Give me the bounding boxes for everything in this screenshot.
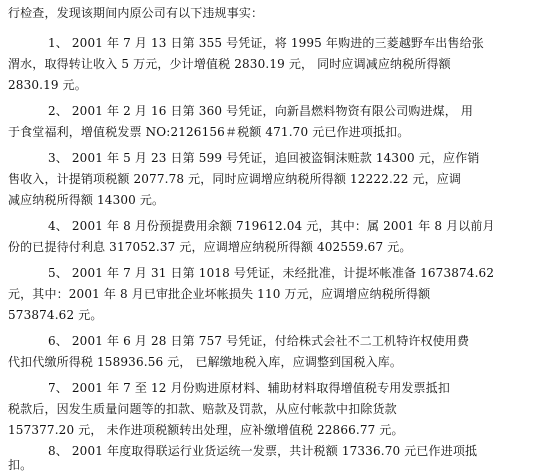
item-7-line-2: 税款后，因发生质量问题等的扣款、赔款及罚款，从应付帐款中扣除货款 <box>8 402 397 416</box>
item-2-line-2: 于食堂福利，增值税发票 NO:2126156＃税额 471.70 元已作进项抵扣。 <box>8 125 410 139</box>
item-2-line-1: 2、 2001 年 2 月 16 日第 360 号凭证，向新昌燃料物资有限公司购进煤， 用 <box>48 104 474 118</box>
item-3-line-3: 减应纳税所得额 14300 元。 <box>8 193 165 207</box>
item-3-line-1: 3、 2001 年 5 月 23 日第 599 号凭证，追回被盗铜沫赃款 14300 元，应作销 <box>48 151 480 165</box>
item-1-line-2: 渭水，取得转让收入 5 万元，少计增值税 2830.19 元， 同时应调减应纳税所得额 <box>8 57 451 71</box>
item-8-line-1: 8、 2001 年度取得联运行业货运统一发票，共计税额 17336.70 元已作进项抵 <box>48 444 478 458</box>
item-4-line-1: 4、 2001 年 8 月份预提费用余额 719612.04 元，其中：属 2001 年 8 月以前月 <box>48 219 495 233</box>
item-7-line-3: 157377.20 元， 未作进项税额转出处理，应补缴增值税 22866.77 元。 <box>8 423 404 437</box>
item-3-line-2: 售收入，计提销项税额 2077.78 元，同时应调增应纳税所得额 12222.22 元，应调 <box>8 172 462 186</box>
item-8-line-2: 扣。 <box>8 458 33 472</box>
item-7-line-1: 7、 2001 年 7 至 12 月份购进原材料、辅助材料取得增值税专用发票抵扣 <box>48 381 450 395</box>
item-6-line-1: 6、 2001 年 6 月 28 日第 757 号凭证，付给株式会社不二工机特许权使用费 <box>48 334 470 348</box>
item-5-line-2: 元，其中：2001 年 8 月已审批企业坏帐损失 110 万元，应调增应纳税所得额 <box>8 287 431 301</box>
item-5-line-1: 5、 2001 年 7 月 31 日第 1018 号凭证，未经批准，计提坏帐准备 1673874.62 <box>48 266 495 280</box>
item-5-line-3: 573874.62 元。 <box>8 308 103 322</box>
item-1-line-3: 2830.19 元。 <box>8 78 87 92</box>
item-6-line-2: 代扣代缴所得税 158936.56 元， 已解缴地税入库，应调整到国税入库。 <box>8 355 403 369</box>
item-4-line-2: 份的已提待付利息 317052.37 元，应调增应纳税所得额 402559.67 元。 <box>8 240 412 254</box>
intro-line: 行检查，发现该期间内原公司有以下违规事实： <box>8 6 264 20</box>
item-1-line-1: 1、 2001 年 7 月 13 日第 355 号凭证，将 1995 年购进的三菱越野车出售给张 <box>48 36 484 50</box>
